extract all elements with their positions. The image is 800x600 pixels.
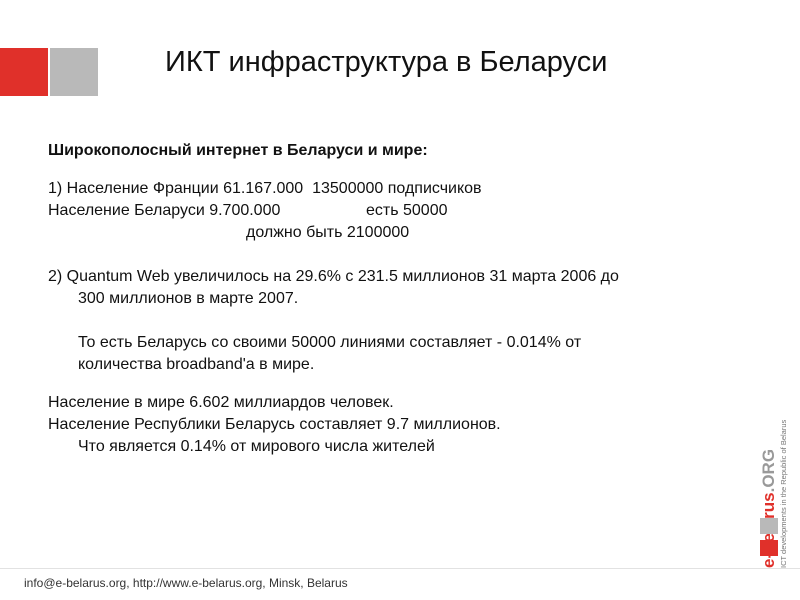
france-row — [48, 178, 619, 200]
item2-line4: количества broadband'а в мире. — [78, 356, 315, 373]
item2-line1: 2) Quantum Web увеличилось на 29.6% с 231.5 миллионов 31 марта 2006 до — [48, 268, 619, 285]
world-population: Население в мире 6.602 миллиардов человек. — [48, 394, 394, 411]
right-gray-square — [760, 518, 778, 534]
page-title: ИКТ инфраструктура в Беларуси — [165, 46, 608, 78]
item2-line2: 300 миллионов в марте 2007. — [78, 290, 299, 307]
e-belarus-logo — [748, 342, 790, 568]
item2-line3: То есть Беларусь со своими 50000 линиями составляет - 0.014% от — [78, 334, 582, 351]
france-population: 1) Население Франции 61.167.000 — [48, 180, 304, 197]
belarus-has: есть 50000 — [366, 202, 448, 219]
logo-tagline: ICT developments in the Republic of Belarus — [779, 419, 788, 568]
right-red-square — [760, 540, 778, 556]
belarus-share: Что является 0.14% от мирового числа жителей — [78, 438, 435, 455]
section-heading: Широкополосный интернет в Беларуси и мире: — [48, 142, 428, 159]
footer-divider — [0, 568, 800, 569]
footer-contact: info@e-belarus.org, http://www.e-belarus.org, Minsk, Belarus — [24, 576, 348, 590]
gray-square-decoration — [50, 48, 98, 96]
belarus-population: Население Беларуси 9.700.000 — [48, 202, 281, 219]
logo-suffix: .ORG — [759, 448, 778, 493]
france-subscribers: 13500000 подписчиков — [312, 180, 482, 197]
slide-content — [48, 140, 619, 458]
belarus-population-line: Население Республики Беларусь составляет 9.7 миллионов. — [48, 416, 501, 433]
red-square-decoration — [0, 48, 48, 96]
belarus-should: должно быть 2100000 — [246, 224, 410, 241]
belarus-row — [48, 200, 619, 222]
